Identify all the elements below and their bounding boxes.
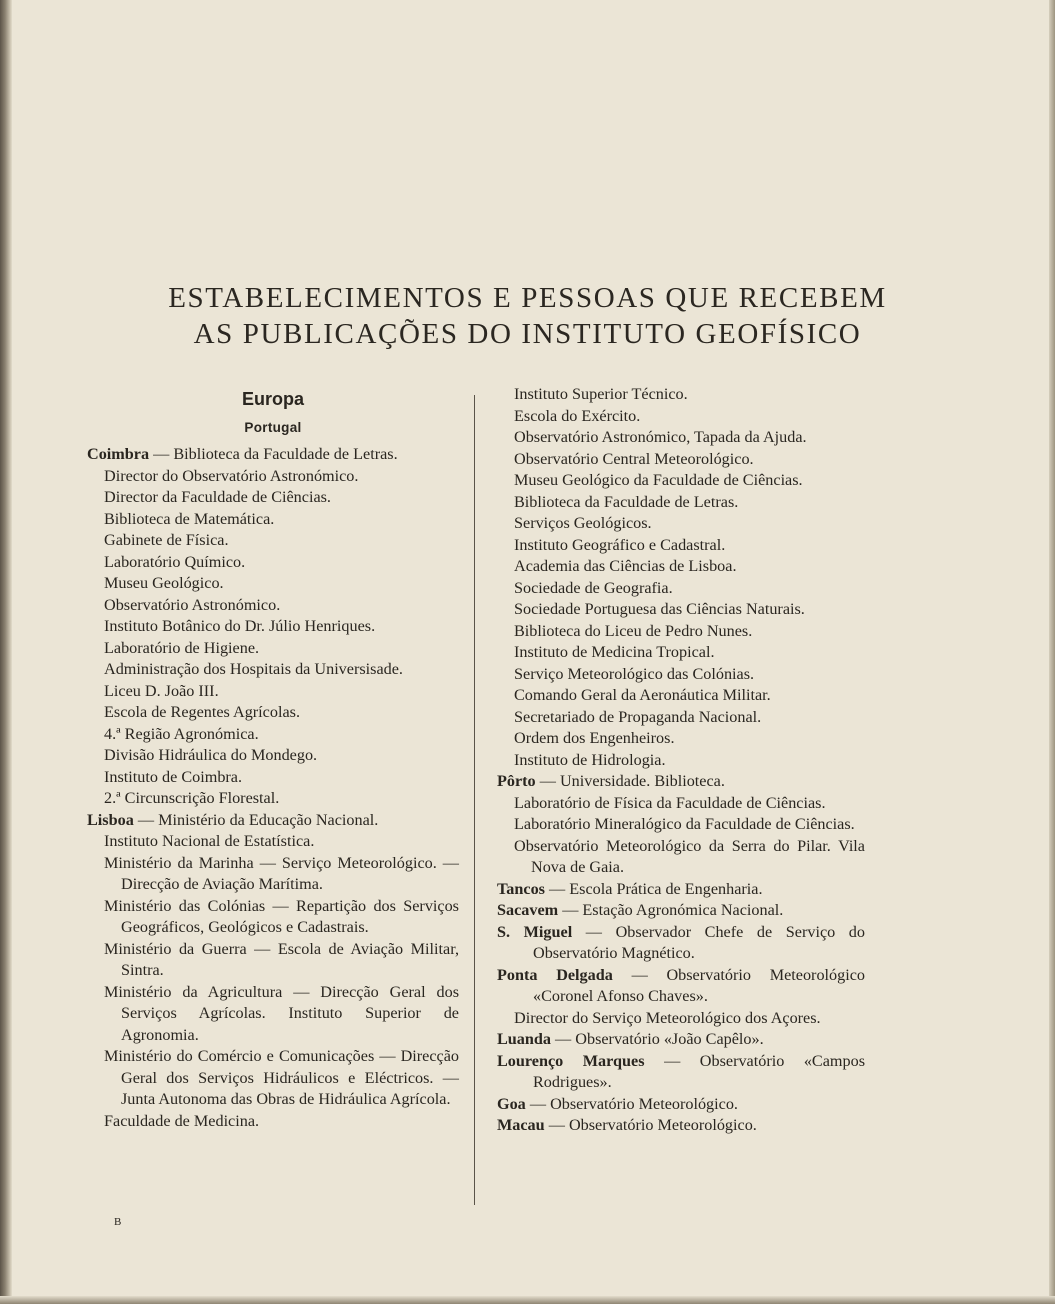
list-item: Liceu D. João III. xyxy=(104,681,219,700)
city-entry-text: — Ministério da Educação Nacional. xyxy=(133,810,379,829)
city-name: Macau xyxy=(497,1116,545,1134)
list-item: Observatório Astronómico. xyxy=(104,595,281,614)
list-item: 2.ª Circunscrição Florestal. xyxy=(104,789,280,807)
list-item: Instituto de Coimbra. xyxy=(104,767,243,786)
city-name: Pôrto xyxy=(497,772,536,790)
city-entry xyxy=(497,1051,865,1094)
city-entry xyxy=(87,810,459,832)
city-name: Lisboa xyxy=(87,810,134,829)
city-name: Luanda xyxy=(497,1030,551,1048)
list-item: Instituto de Medicina Tropical. xyxy=(514,643,715,661)
list-item: Comando Geral da Aeronáutica Militar. xyxy=(514,686,771,704)
list-item: Administração dos Hospitais da Universisade. xyxy=(104,660,403,678)
list-item: Laboratório Químico. xyxy=(104,552,246,571)
city-entry xyxy=(497,1115,865,1137)
city-entry-text: — Observatório Meteorológico. xyxy=(525,1094,738,1113)
list-item: Observatório Central Meteorológico. xyxy=(514,449,754,468)
page-title xyxy=(0,280,1055,352)
list-item: Divisão Hidráulica do Mondego. xyxy=(104,746,318,764)
list-item: Ordem dos Engenheiros. xyxy=(514,729,675,747)
page-title-line-2: AS PUBLICAÇÕES DO INSTITUTO GEOFÍSICO xyxy=(193,318,862,350)
city-entry xyxy=(87,444,459,466)
city-entry-text: — Observatório «João Capêlo». xyxy=(551,1030,764,1048)
page-bottom-edge xyxy=(0,1296,1055,1304)
list-item: Biblioteca da Faculdade de Letras. xyxy=(514,492,739,511)
list-item: Director da Faculdade de Ciências. xyxy=(104,488,331,506)
list-item: Gabinete de Física. xyxy=(104,531,229,549)
page-binding-edge xyxy=(0,0,12,1304)
list-item: Laboratório de Higiene. xyxy=(104,638,260,657)
city-entry-text: — Universidade. Biblioteca. xyxy=(535,772,725,790)
page-title-line-1: ESTABELECIMENTOS E PESSOAS QUE RECEBEM xyxy=(168,282,887,314)
list-item: Instituto Nacional de Estatística. xyxy=(104,832,315,850)
list-item: Director do Serviço Meteorológico dos Açores. xyxy=(514,1008,821,1027)
city-name: Lourenço Marques xyxy=(497,1051,645,1070)
city-entry xyxy=(497,771,865,793)
column-divider xyxy=(474,395,475,1205)
page-right-edge xyxy=(1049,0,1055,1304)
list-item: Serviços Geológicos. xyxy=(514,514,652,532)
list-item: Museu Geológico. xyxy=(104,574,224,592)
list-item: Instituto Geográfico e Cadastral. xyxy=(514,535,726,554)
city-name: S. Miguel xyxy=(497,922,573,941)
right-column xyxy=(497,384,865,1137)
list-item: Instituto de Hidrologia. xyxy=(514,750,666,769)
list-item: Ministério da Agricultura — Direcção Geral dos Serviços Agrícolas. Instituto Superior de Agronomia. xyxy=(104,982,459,1044)
list-item: Director do Observatório Astronómico. xyxy=(104,466,359,485)
city-name: Sacavem xyxy=(497,901,559,919)
city-entry-text: — Observatório Meteorológico. xyxy=(544,1116,757,1134)
list-item: Secretariado de Propaganda Nacional. xyxy=(514,707,762,726)
city-entry-text: — Biblioteca da Faculdade de Letras. xyxy=(149,445,398,463)
city-entry-text: — Observatório Meteorológico «Coronel Afonso Chaves». xyxy=(533,965,865,1005)
left-column xyxy=(87,384,459,1132)
list-item: Academia das Ciências de Lisboa. xyxy=(514,557,737,575)
list-item: Ministério do Comércio e Comunicações — Direcção Geral dos Serviços Hidráulicos e Eléctricos. — Junta Autonoma das Obras de Hidráulica Agrícola. xyxy=(104,1047,459,1108)
city-name: Ponta Delgada xyxy=(497,965,613,984)
city-entry xyxy=(497,900,865,922)
city-entry-text: — Observador Chefe de Serviço do Observatório Magnético. xyxy=(533,922,865,962)
list-item: Sociedade de Geografia. xyxy=(514,578,673,597)
city-entry-text: — Observatório «Campos Rodrigues». xyxy=(533,1051,865,1091)
city-name: Coimbra xyxy=(87,445,150,463)
list-item: Biblioteca do Liceu de Pedro Nunes. xyxy=(514,621,753,640)
city-entry xyxy=(497,1029,865,1051)
list-item: Instituto Superior Técnico. xyxy=(514,385,688,403)
list-item: Escola do Exército. xyxy=(514,406,641,425)
city-entry xyxy=(497,922,865,965)
city-name: Tancos xyxy=(497,879,545,898)
city-name: Goa xyxy=(497,1094,526,1113)
city-entry-text: — Escola Prática de Engenharia. xyxy=(544,879,763,898)
list-item: Ministério da Guerra — Escola de Aviação Militar, Sintra. xyxy=(104,939,459,979)
list-item: Laboratório de Física da Faculdade de Ciências. xyxy=(514,793,826,812)
list-item: Sociedade Portuguesa das Ciências Naturais. xyxy=(514,600,805,618)
country-heading: Portugal xyxy=(244,420,302,435)
list-item: Observatório Meteorológico da Serra do Pilar. Vila Nova de Gaia. xyxy=(514,836,865,876)
list-item: Instituto Botânico do Dr. Júlio Henriques. xyxy=(104,617,376,635)
city-entry xyxy=(497,879,865,901)
list-item: Serviço Meteorológico das Colónias. xyxy=(514,664,755,683)
list-item: Ministério da Marinha — Serviço Meteorológico. — Direcção de Aviação Marítima. xyxy=(104,853,459,893)
list-item: Biblioteca de Matemática. xyxy=(104,509,275,528)
list-item: Ministério das Colónias — Repartição dos Serviços Geográficos, Geológicos e Cadastrais. xyxy=(104,896,459,936)
list-item: Museu Geológico da Faculdade de Ciências. xyxy=(514,471,803,489)
city-entry xyxy=(497,1094,865,1116)
list-item: Laboratório Mineralógico da Faculdade de Ciências. xyxy=(514,815,855,833)
continent-heading: Europa xyxy=(241,389,304,409)
list-item: Escola de Regentes Agrícolas. xyxy=(104,703,300,721)
city-entry-text: — Estação Agronómica Nacional. xyxy=(558,901,784,919)
city-entry xyxy=(497,965,865,1008)
signature-mark: B xyxy=(114,1216,122,1228)
list-item: Observatório Astronómico, Tapada da Ajuda. xyxy=(514,428,807,446)
list-item: Faculdade de Medicina. xyxy=(104,1111,260,1130)
list-item: 4.ª Região Agronómica. xyxy=(104,724,259,743)
